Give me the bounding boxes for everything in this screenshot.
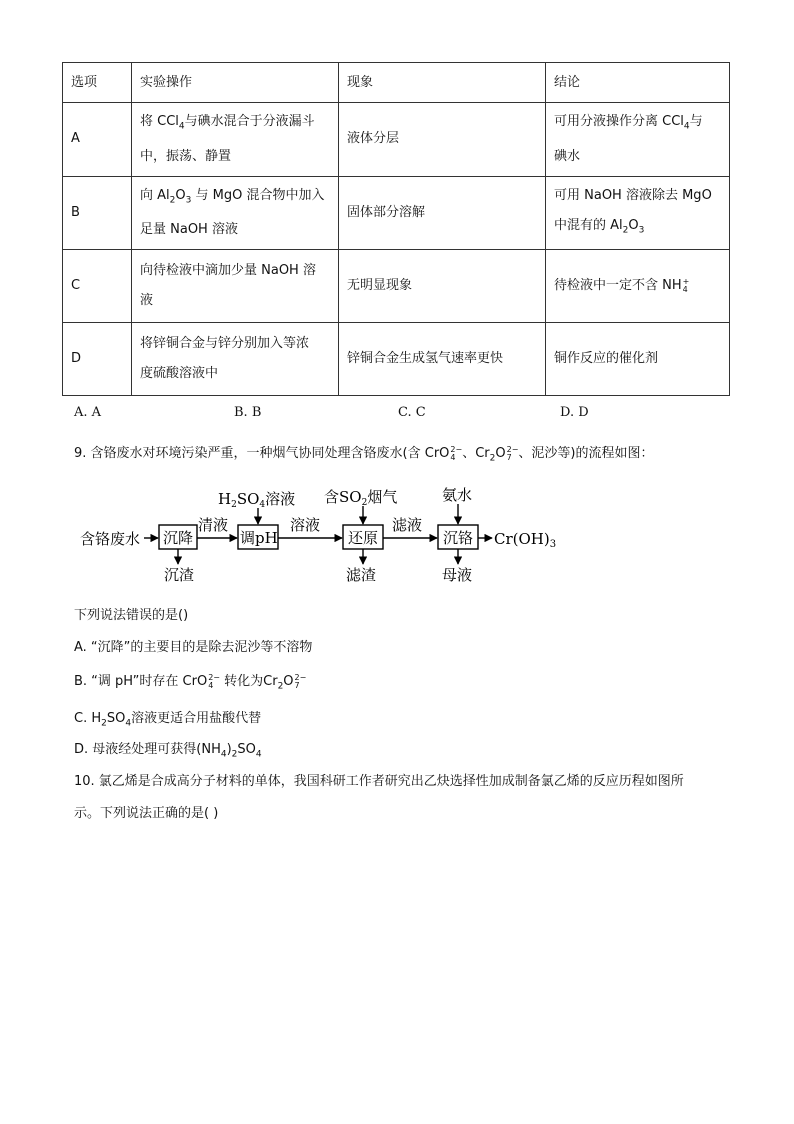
flow-sediment-label: 沉渣 [164, 566, 195, 584]
flow-so2-label: 含$SO_2$烟气 [324, 488, 398, 508]
option-label: A [63, 103, 132, 177]
flow-h2so4-label: $H_2SO_4$溶液 [218, 490, 296, 510]
flow-box-chromium-precip-label: 沉铬 [443, 529, 474, 547]
q9-option-c: C. $H_2SO_4$溶液更适合用盐酸代替 [74, 711, 262, 729]
phenomenon-cell: 液体分层 [339, 103, 546, 177]
q9-prompt: 下列说法错误的是() [74, 608, 189, 623]
option-label: C [63, 250, 132, 323]
table-row-c [63, 250, 730, 323]
flow-arrow2-label: 溶液 [290, 516, 321, 534]
flow-box-reduction-label: 还原 [348, 529, 379, 547]
operation-cell: 向 $Al_2O_3$ 与 MgO 混合物中加入 足量 NaOH 溶液 [132, 176, 339, 250]
process-flow-diagram [78, 480, 678, 584]
flow-product-label: $Cr(OH)_3$ [494, 530, 557, 550]
experiment-table [62, 62, 730, 396]
phenomenon-cell: 固体部分溶解 [339, 176, 546, 250]
flow-start-label: 含铬废水 [80, 530, 141, 548]
q9-option-b: B. “调 pH”时存在 CrO 2− 4 转化为$Cr_2O$ 2− 7 [74, 672, 307, 692]
flow-arrow3-label: 滤液 [392, 516, 423, 534]
flow-box-sedimentation-label: 沉降 [163, 529, 194, 547]
header-option: 选项 [63, 63, 132, 103]
table-header-row [63, 63, 730, 103]
conclusion-cell: 可用 NaOH 溶液除去 MgO 中混有的 $Al_2O_3$ [546, 176, 730, 250]
q10-stem-line2: 示。下列说法正确的是( ) [74, 806, 219, 821]
conclusion-cell: 铜作反应的催化剂 [546, 323, 730, 396]
conclusion-cell: 可用分液操作分离 CCl$_4$与 碘水 [546, 103, 730, 177]
phenomenon-cell: 锌铜合金生成氢气速率更快 [339, 323, 546, 396]
option-label: D [63, 323, 132, 396]
q9-stem: 9. 含铬废水对环境污染严重，一种烟气协同处理含铬废水(含 CrO 2− 4 、$Cr_2O$ 2− 7 、泥沙等)的流程如图： [74, 444, 654, 464]
flow-mother-liquor-label: 母液 [442, 566, 473, 584]
flow-arrow1-label: 清液 [198, 516, 229, 534]
flow-filter-residue-label: 滤渣 [346, 566, 377, 584]
q10-stem-line1: 10. 氯乙烯是合成高分子材料的单体，我国科研工作者研究出乙炔选择性加成制备氯乙烯的反应历程如图所 [74, 774, 684, 789]
table-row-a [63, 103, 730, 177]
table-row-b [63, 176, 730, 250]
header-phenomenon: 现象 [339, 63, 546, 103]
operation-cell: 向待检液中滴加少量 NaOH 溶 液 [132, 250, 339, 323]
table-row-d [63, 323, 730, 396]
phenomenon-cell: 无明显现象 [339, 250, 546, 323]
q8-option-d: D. D [560, 405, 589, 420]
q9-option-d: D. 母液经处理可获得$(NH_4)_2SO_4$ [74, 742, 262, 760]
q9-option-a: A. “沉降”的主要目的是除去泥沙等不溶物 [74, 640, 313, 655]
operation-cell: 将 CCl$_4$与碘水混合于分液漏斗 中，振荡、静置 [132, 103, 339, 177]
flow-ammonia-label: 氨水 [442, 486, 473, 504]
header-operation: 实验操作 [132, 63, 339, 103]
header-conclusion: 结论 [546, 63, 730, 103]
q8-option-c: C. C [398, 405, 426, 420]
operation-cell: 将锌铜合金与锌分别加入等浓 度硫酸溶液中 [132, 323, 339, 396]
q8-option-b: B. B [234, 405, 262, 420]
option-label: B [63, 176, 132, 250]
flow-box-adjust-ph-label: 调pH [240, 529, 278, 547]
conclusion-cell: 待检液中一定不含 NH + 4 [546, 250, 730, 323]
q8-option-a: A. A [74, 405, 102, 420]
